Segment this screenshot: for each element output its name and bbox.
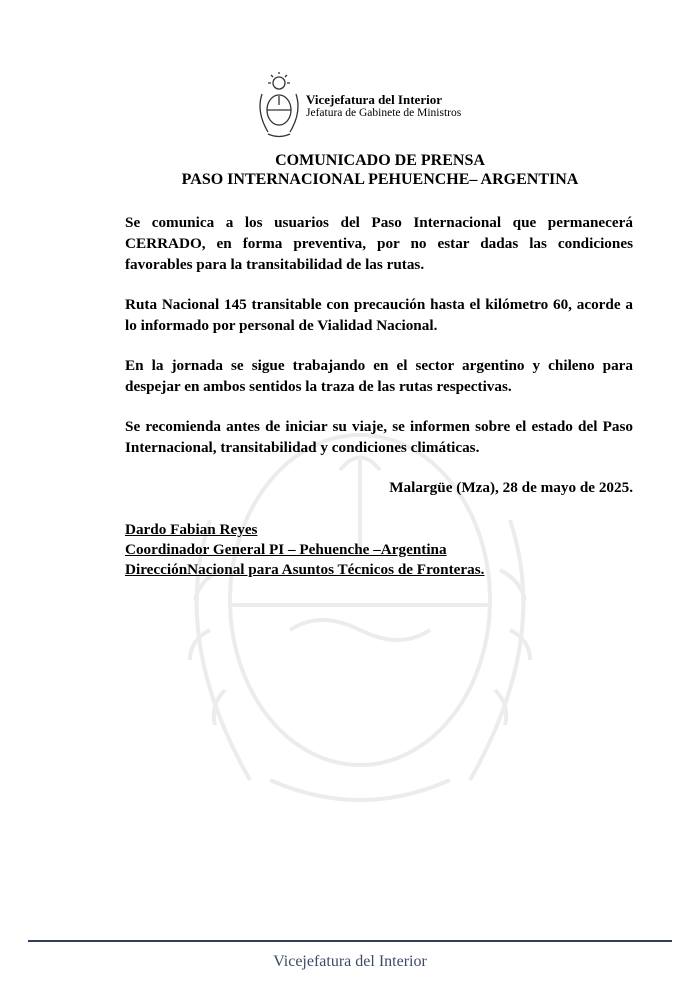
org-sub-name: Jefatura de Gabinete de Ministros [306,107,462,119]
document-body [125,212,633,517]
paragraph-recommendation: Se recomienda antes de iniciar su viaje, se informen sobre el estado del Paso Internacional, transitabilidad y condiciones climáticas. [125,418,633,456]
paragraph-route: Ruta Nacional 145 transitable con precaución hasta el kilómetro 60, acorde a lo informado por personal de Vialidad Nacional. [125,296,633,334]
signature-role: Coordinador General PI – Pehuenche –Argentina [125,541,447,558]
footer-text: Vicejefatura del Interior [273,953,427,970]
title-line-1: COMUNICADO DE PRENSA [275,152,485,169]
paragraph-closure: Se comunica a los usuarios del Paso Internacional que permanecerá CERRADO, en forma preventiva, por no estar dadas las condiciones favorables para la transitabilidad de las rutas. [125,214,633,273]
signature-name: Dardo Fabian Reyes [125,521,258,538]
signature-office: DirecciónNacional para Asuntos Técnicos de Fronteras. [125,561,485,578]
paragraph-works: En la jornada se sigue trabajando en el sector argentino y chileno para despejar en ambos sentidos la traza de las rutas respectivas. [125,357,633,395]
document-title [0,151,700,189]
argentine-coat-of-arms-icon [258,72,300,138]
org-main-name: Vicejefatura del Interior [306,92,442,107]
title-line-2: PASO INTERNACIONAL PEHUENCHE– ARGENTINA [181,171,579,188]
signature-block [125,520,484,580]
footer-divider [28,940,672,942]
letterhead-text [306,92,461,120]
date-line: Malargüe (Mza), 28 de mayo de 2025. [389,479,633,496]
